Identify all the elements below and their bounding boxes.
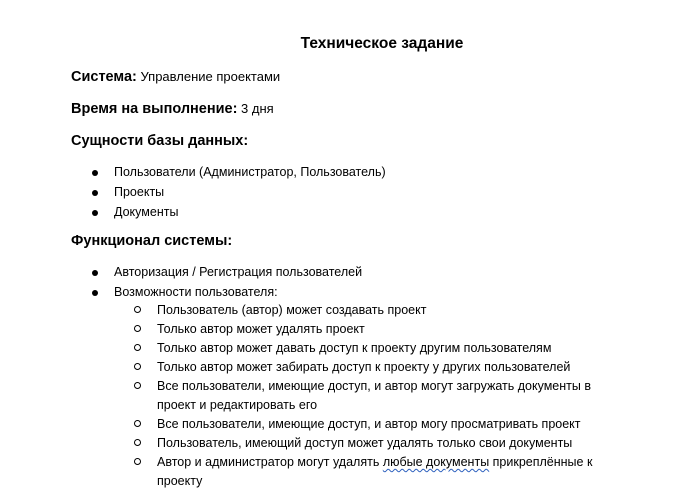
circle-bullet-icon — [134, 325, 141, 332]
list-item — [0, 283, 362, 302]
bullet-icon — [92, 210, 98, 216]
sub-list-item-label: Все пользователи, имеющие доступ, и автор могут загружать документы в проект и редактировать его — [157, 379, 591, 412]
sub-list-item — [0, 453, 617, 491]
db-entities-heading: Сущности базы данных: — [71, 133, 249, 149]
list-item-label: Пользователи (Администратор, Пользователь) — [114, 165, 386, 179]
sub-list-item — [0, 339, 617, 358]
sub-list-item — [0, 301, 617, 320]
time-value: 3 дня — [241, 101, 274, 116]
functionality-heading: Функционал системы: — [71, 233, 233, 249]
list-item — [0, 183, 386, 202]
sub-list-item-label: Только автор может забирать доступ к проекту у других пользователей — [157, 360, 571, 374]
sub-list-item — [0, 320, 617, 339]
list-item — [0, 163, 386, 182]
sub-list-item-label — [157, 455, 592, 488]
list-item-label: Документы — [114, 205, 179, 219]
time-label: Время на выполнение: — [71, 101, 238, 117]
circle-bullet-icon — [134, 420, 141, 427]
user-capabilities-list — [0, 301, 617, 491]
circle-bullet-icon — [134, 344, 141, 351]
bullet-icon — [92, 170, 98, 176]
circle-bullet-icon — [134, 363, 141, 370]
circle-bullet-icon — [134, 382, 141, 389]
sub-list-item — [0, 358, 617, 377]
system-field — [71, 68, 280, 86]
capability-text-start: Автор и администратор могут удалять — [157, 455, 383, 469]
document-title: Техническое задание — [300, 35, 464, 52]
sub-list-item-label: Только автор может удалять проект — [157, 322, 365, 336]
list-item — [0, 203, 386, 222]
bullet-icon — [92, 270, 98, 276]
system-label: Система: — [71, 69, 137, 85]
list-item-label: Проекты — [114, 185, 165, 199]
capability-text-end: прикреплённые к проекту — [157, 455, 593, 488]
sub-list-item-label: Пользователь (автор) может создавать проект — [157, 303, 427, 317]
list-item-label: Возможности пользователя: — [114, 285, 278, 299]
sub-list-item — [0, 415, 617, 434]
sub-list-item-label: Все пользователи, имеющие доступ, и автор могу просматривать проект — [157, 417, 581, 431]
functionality-list — [0, 263, 362, 302]
sub-list-item-label: Пользователь, имеющий доступ может удалять только свои документы — [157, 436, 573, 450]
sub-list-item — [0, 377, 617, 415]
system-value: Управление проектами — [140, 69, 281, 84]
time-field — [71, 100, 274, 118]
circle-bullet-icon — [134, 439, 141, 446]
list-item — [0, 263, 362, 282]
sub-list-item — [0, 434, 617, 453]
sub-list-item-label: Только автор может давать доступ к проекту другим пользователям — [157, 341, 552, 355]
bullet-icon — [92, 290, 98, 296]
circle-bullet-icon — [134, 306, 141, 313]
circle-bullet-icon — [134, 458, 141, 465]
list-item-label: Авторизация / Регистрация пользователей — [114, 265, 363, 279]
db-entities-list — [0, 163, 386, 222]
spellcheck-marked-text: любые документы — [382, 455, 490, 469]
bullet-icon — [92, 190, 98, 196]
